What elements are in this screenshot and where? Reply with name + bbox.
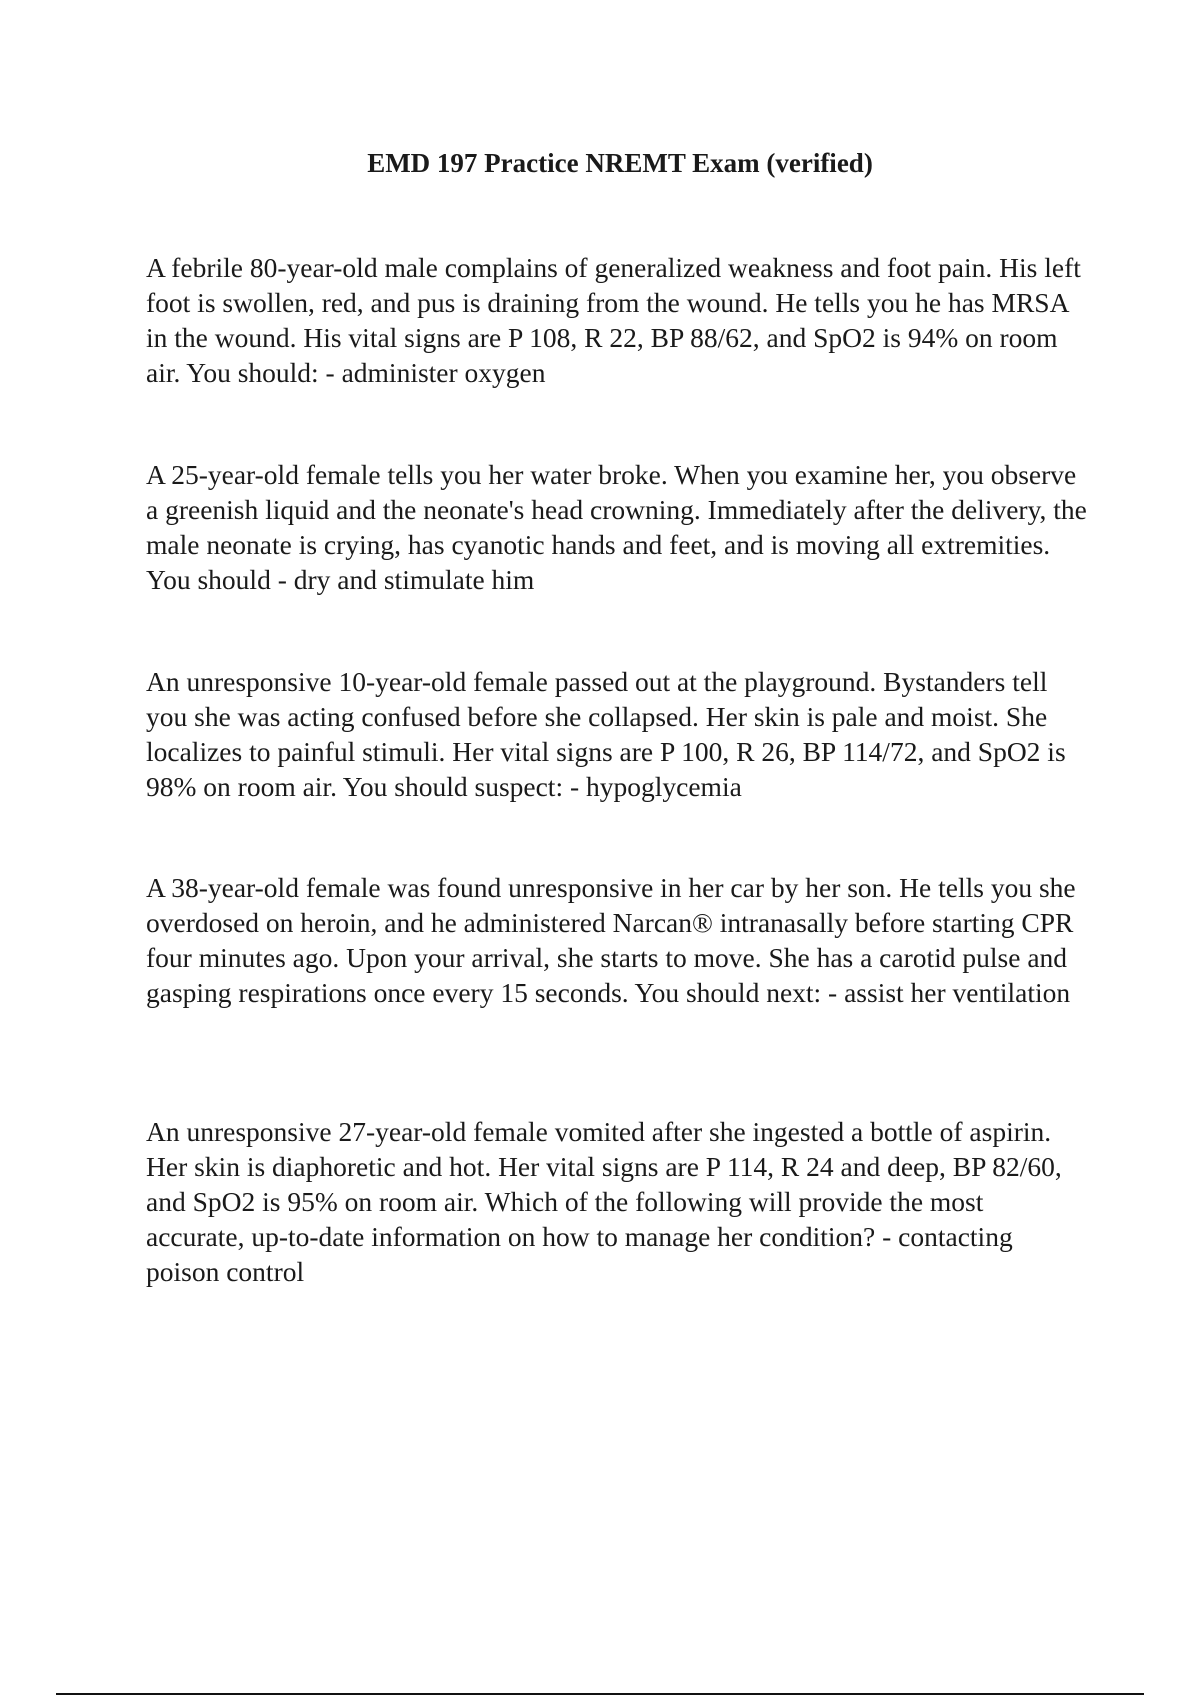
question-item: A febrile 80-year-old male complains of generalized weakness and foot pain. His left foot is swollen, red, and pus is draining from the wound. He tells you he has MRSA in the wound. His vital signs are P 108, R 22, BP 88/62, and SpO2 is 94% on room air. You should: - administer oxygen bbox=[146, 252, 1081, 388]
footer-divider bbox=[56, 1693, 1144, 1695]
question-item: An unresponsive 10-year-old female passed out at the playground. Bystanders tell you she was acting confused before she collapsed. Her skin is pale and moist. She localizes to painful stimuli. Her vital signs are P 100, R 26, BP 114/72, and SpO2 is 98% on room air. You should suspect: - hypoglycemia bbox=[146, 666, 1066, 802]
document-title: EMD 197 Practice NREMT Exam (verified) bbox=[367, 148, 873, 178]
question-item: An unresponsive 27-year-old female vomited after she ingested a bottle of aspirin. Her skin is diaphoretic and hot. Her vital signs are P 114, R 24 and deep, BP 82/60, and SpO2 is 95% on room air. Which of the following will provide the most accurate, up-to-date information on how to manage her condition? - contacting poison control bbox=[146, 1116, 1062, 1287]
question-item: A 38-year-old female was found unresponsive in her car by her son. He tells you she overdosed on heroin, and he administered Narcan® intranasally before starting CPR four minutes ago. Upon your arrival, she starts to move. She has a carotid pulse and gasping respirations once every 15 seconds. You should next: - assist her ventilation bbox=[146, 872, 1076, 1008]
question-item: A 25-year-old female tells you her water broke. When you examine her, you observe a greenish liquid and the neonate's head crowning. Immediately after the delivery, the male neonate is crying, has cyanotic hands and feet, and is moving all extremities. You should - dry and stimulate him bbox=[146, 459, 1087, 595]
